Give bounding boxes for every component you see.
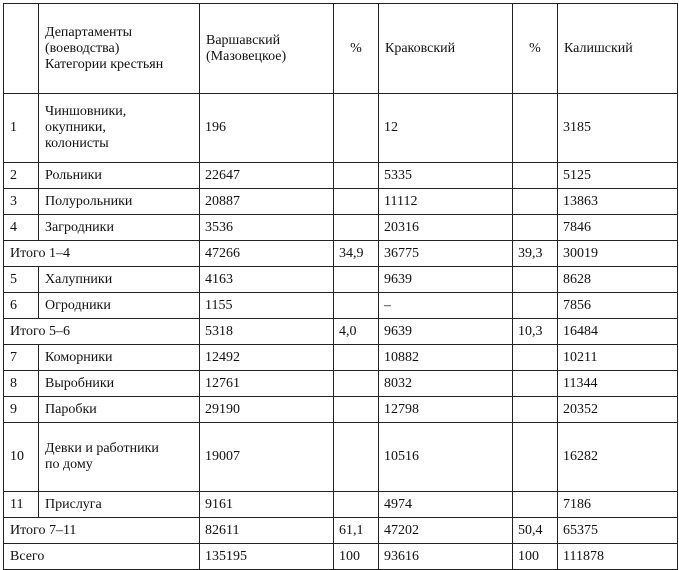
table-row — [4, 189, 678, 215]
category-name-cell — [39, 345, 200, 371]
header-category-line: Департаменты — [45, 24, 133, 40]
krakow-value-cell: 4974 — [379, 492, 513, 518]
kalisz-value-cell: 7186 — [558, 492, 678, 518]
total-row — [4, 241, 678, 267]
row-number-cell: 7 — [4, 345, 39, 371]
category-name-cell — [39, 492, 200, 518]
krakow-percent-cell: 100 — [513, 544, 558, 570]
warsaw-percent-cell — [334, 215, 379, 241]
row-number-cell: 10 — [4, 423, 39, 492]
category-name-cell — [39, 293, 200, 319]
krakow-value-cell: 93616 — [379, 544, 513, 570]
row-number-cell: 3 — [4, 189, 39, 215]
warsaw-value-cell: 1155 — [200, 293, 334, 319]
warsaw-percent-cell: 100 — [334, 544, 379, 570]
category-name-line: Коморники — [45, 349, 113, 365]
warsaw-value-cell: 9161 — [200, 492, 334, 518]
kalisz-value-cell: 111878 — [558, 544, 678, 570]
warsaw-percent-cell — [334, 267, 379, 293]
category-name-line: колонисты — [45, 136, 109, 151]
row-number-cell: 6 — [4, 293, 39, 319]
krakow-percent-cell: 39,3 — [513, 241, 558, 267]
krakow-value-cell: 36775 — [379, 241, 513, 267]
krakow-value-cell: 47202 — [379, 518, 513, 544]
row-number-cell: 1 — [4, 94, 39, 163]
krakow-percent-cell — [513, 94, 558, 163]
warsaw-percent-cell: 61,1 — [334, 518, 379, 544]
peasant-categories-table — [3, 3, 678, 570]
warsaw-percent-cell — [334, 163, 379, 189]
category-name-cell — [39, 267, 200, 293]
header-category-cell — [39, 4, 200, 94]
kalisz-value-cell: 10211 — [558, 345, 678, 371]
row-number-cell: 4 — [4, 215, 39, 241]
header-warsaw-cell — [200, 4, 334, 94]
header-pct1-cell: % — [334, 4, 379, 94]
krakow-percent-cell — [513, 423, 558, 492]
total-label-cell: Итого 1–4 — [4, 241, 200, 267]
table-row — [4, 163, 678, 189]
krakow-percent-cell — [513, 492, 558, 518]
kalisz-value-cell: 65375 — [558, 518, 678, 544]
category-name-line: Чиншовники, — [45, 104, 127, 119]
warsaw-value-cell: 196 — [200, 94, 334, 163]
warsaw-value-cell: 12761 — [200, 371, 334, 397]
krakow-value-cell: 8032 — [379, 371, 513, 397]
category-name-cell — [39, 397, 200, 423]
krakow-percent-cell — [513, 371, 558, 397]
krakow-value-cell: 9639 — [379, 267, 513, 293]
category-name-line: по дому — [45, 457, 93, 472]
krakow-percent-cell — [513, 163, 558, 189]
warsaw-percent-cell — [334, 397, 379, 423]
row-number-cell: 5 — [4, 267, 39, 293]
category-name-line: Выробники — [45, 375, 115, 391]
krakow-value-cell: 10516 — [379, 423, 513, 492]
warsaw-percent-cell — [334, 492, 379, 518]
total-row — [4, 518, 678, 544]
table-row — [4, 267, 678, 293]
krakow-value-cell: 10882 — [379, 345, 513, 371]
warsaw-value-cell: 82611 — [200, 518, 334, 544]
kalisz-value-cell: 16282 — [558, 423, 678, 492]
table-row — [4, 345, 678, 371]
warsaw-percent-cell — [334, 371, 379, 397]
krakow-value-cell: 20316 — [379, 215, 513, 241]
krakow-percent-cell — [513, 397, 558, 423]
warsaw-percent-cell — [334, 293, 379, 319]
krakow-percent-cell — [513, 293, 558, 319]
kalisz-value-cell: 16484 — [558, 319, 678, 345]
krakow-value-cell: 9639 — [379, 319, 513, 345]
warsaw-value-cell: 12492 — [200, 345, 334, 371]
kalisz-value-cell: 13863 — [558, 189, 678, 215]
category-name-line: Огродники — [45, 297, 111, 313]
kalisz-value-cell: 30019 — [558, 241, 678, 267]
total-label-cell: Итого 7–11 — [4, 518, 200, 544]
krakow-percent-cell: 10,3 — [513, 319, 558, 345]
warsaw-percent-cell — [334, 189, 379, 215]
table-row — [4, 492, 678, 518]
warsaw-value-cell: 19007 — [200, 423, 334, 492]
total-label-cell: Итого 5–6 — [4, 319, 200, 345]
category-name-line: окупники, — [45, 120, 106, 135]
warsaw-percent-cell — [334, 345, 379, 371]
header-row — [4, 4, 678, 94]
krakow-value-cell: 11112 — [379, 189, 513, 215]
krakow-value-cell: – — [379, 293, 513, 319]
header-krakow-cell: Краковский — [379, 4, 513, 94]
category-name-line: Халупники — [45, 271, 113, 287]
header-warsaw-line: (Мазовецкое) — [206, 48, 287, 64]
table-row — [4, 397, 678, 423]
category-name-cell — [39, 94, 200, 163]
category-name-line: Паробки — [45, 401, 97, 417]
krakow-value-cell: 12798 — [379, 397, 513, 423]
row-number-cell: 2 — [4, 163, 39, 189]
row-number-cell: 8 — [4, 371, 39, 397]
category-name-cell — [39, 371, 200, 397]
table-row — [4, 293, 678, 319]
warsaw-percent-cell — [334, 94, 379, 163]
header-num-cell — [4, 4, 39, 94]
krakow-percent-cell — [513, 189, 558, 215]
header-pct2-cell: % — [513, 4, 558, 94]
warsaw-percent-cell: 4,0 — [334, 319, 379, 345]
category-name-cell — [39, 189, 200, 215]
warsaw-value-cell: 20887 — [200, 189, 334, 215]
kalisz-value-cell: 8628 — [558, 267, 678, 293]
category-name-cell — [39, 423, 200, 492]
krakow-value-cell: 5335 — [379, 163, 513, 189]
category-name-cell — [39, 215, 200, 241]
krakow-percent-cell: 50,4 — [513, 518, 558, 544]
table-row — [4, 423, 678, 492]
total-row — [4, 319, 678, 345]
warsaw-value-cell: 5318 — [200, 319, 334, 345]
warsaw-value-cell: 22647 — [200, 163, 334, 189]
total-label-cell: Всего — [4, 544, 200, 570]
warsaw-percent-cell — [334, 423, 379, 492]
warsaw-value-cell: 3536 — [200, 215, 334, 241]
category-name-line: Девки и работники — [45, 441, 159, 456]
kalisz-value-cell: 7856 — [558, 293, 678, 319]
krakow-percent-cell — [513, 267, 558, 293]
table-row — [4, 94, 678, 163]
warsaw-percent-cell: 34,9 — [334, 241, 379, 267]
kalisz-value-cell: 20352 — [558, 397, 678, 423]
krakow-value-cell: 12 — [379, 94, 513, 163]
warsaw-value-cell: 29190 — [200, 397, 334, 423]
category-name-line: Рольники — [45, 167, 102, 183]
category-name-cell — [39, 163, 200, 189]
category-name-line: Полурольники — [45, 193, 133, 209]
krakow-percent-cell — [513, 345, 558, 371]
kalisz-value-cell: 11344 — [558, 371, 678, 397]
kalisz-value-cell: 5125 — [558, 163, 678, 189]
table-row — [4, 215, 678, 241]
kalisz-value-cell: 3185 — [558, 94, 678, 163]
category-name-line: Прислуга — [45, 496, 102, 512]
row-number-cell: 11 — [4, 492, 39, 518]
krakow-percent-cell — [513, 215, 558, 241]
table-row — [4, 371, 678, 397]
header-category-line: (воеводства) — [45, 40, 120, 56]
row-number-cell: 9 — [4, 397, 39, 423]
category-name-line: Загродники — [45, 219, 114, 235]
table-body — [4, 94, 678, 570]
warsaw-value-cell: 47266 — [200, 241, 334, 267]
kalisz-value-cell: 7846 — [558, 215, 678, 241]
header-warsaw-line: Варшавский — [206, 32, 281, 48]
header-category-line: Категории крестьян — [45, 56, 164, 72]
warsaw-value-cell: 4163 — [200, 267, 334, 293]
header-kalisz-cell: Калишский — [558, 4, 678, 94]
warsaw-value-cell: 135195 — [200, 544, 334, 570]
